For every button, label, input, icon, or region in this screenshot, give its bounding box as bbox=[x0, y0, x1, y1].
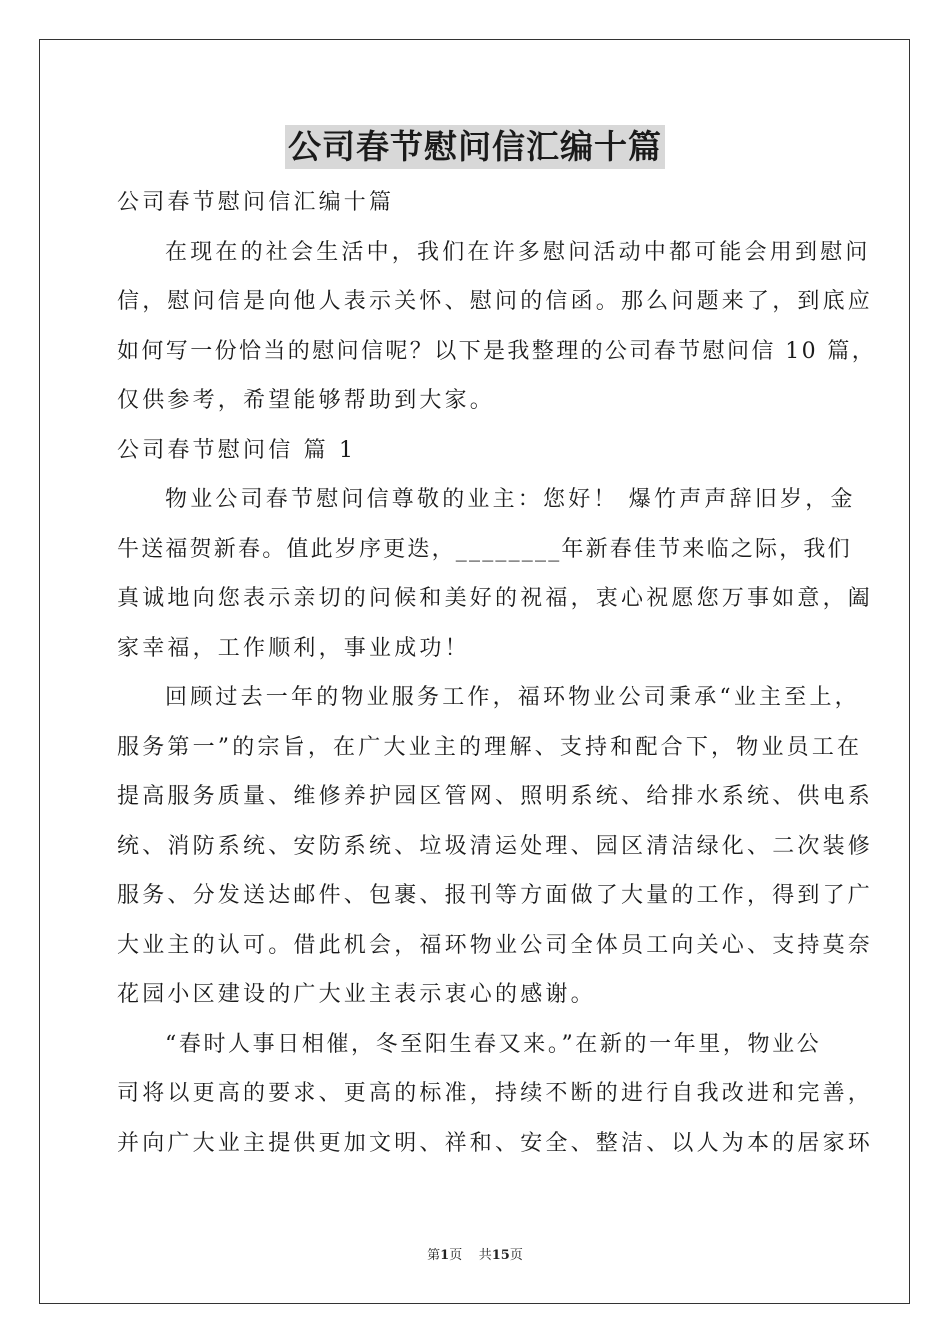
total-pages: 15 bbox=[491, 1248, 510, 1263]
paragraph-line: 仅供参考，希望能够帮助到大家。 bbox=[117, 388, 496, 413]
paragraph-line: 并向广大业主提供更加文明、祥和、安全、整洁、以人为本的居家环 bbox=[117, 1130, 874, 1156]
section-heading: 公司春节慰问信 篇 1 bbox=[117, 437, 357, 463]
page-suffix: 页 bbox=[449, 1248, 463, 1263]
paragraph-line: 提高服务质量、维修养护园区管网、照明系统、给排水系统、供电系 bbox=[117, 784, 874, 809]
paragraph-line: 回顾过去一年的物业服务工作，福环物业公司秉承“业主至上， bbox=[165, 685, 860, 710]
paragraph-line: 司将以更高的要求、更高的标准，持续不断的进行自我改进和完善， bbox=[117, 1081, 874, 1106]
page-footer bbox=[0, 1244, 950, 1263]
total-prefix: 共 bbox=[478, 1248, 492, 1263]
paragraph-line: 牛送福贺新春。值此岁序更迭，________年新春佳节来临之际，我们 bbox=[117, 536, 852, 562]
paragraph-line: 在现在的社会生活中，我们在许多慰问活动中都可能会用到慰问 bbox=[165, 239, 871, 265]
paragraph-line: 统、消防系统、安防系统、垃圾清运处理、园区清洁绿化、二次装修 bbox=[117, 833, 874, 859]
title-container bbox=[0, 125, 950, 169]
paragraph-line: “春时人事日相催，冬至阳生春又来。”在新的一年里，物业公 bbox=[165, 1031, 822, 1057]
total-suffix: 页 bbox=[509, 1248, 523, 1263]
paragraph-line: 家幸福，工作顺利，事业成功！ bbox=[117, 635, 470, 661]
paragraph-line: 真诚地向您表示亲切的问候和美好的祝福，衷心祝愿您万事如意，阖 bbox=[117, 586, 874, 611]
paragraph-line: 服务第一”的宗旨，在广大业主的理解、支持和配合下，物业员工在 bbox=[117, 734, 863, 760]
paragraph-line: 服务、分发送达邮件、包裹、报刊等方面做了大量的工作，得到了广 bbox=[117, 883, 874, 908]
paragraph-line: 信，慰问信是向他人表示关怀、慰问的信函。那么问题来了，到底应 bbox=[117, 289, 874, 314]
page-prefix: 第 bbox=[427, 1248, 441, 1263]
paragraph-line: 物业公司春节慰问信尊敬的业主：您好！ 爆竹声声辞旧岁，金 bbox=[165, 487, 856, 512]
subtitle-line: 公司春节慰问信汇编十篇 bbox=[117, 190, 395, 215]
page-number: 1 bbox=[440, 1248, 450, 1263]
paragraph-line: 如何写一份恰当的慰问信呢？以下是我整理的公司春节慰问信 10 篇， bbox=[117, 338, 877, 364]
paragraph-line: 花园小区建设的广大业主表示衷心的感谢。 bbox=[117, 982, 596, 1007]
document-title: 公司春节慰问信汇编十篇 bbox=[285, 125, 665, 169]
paragraph-line: 大业主的认可。借此机会，福环物业公司全体员工向关心、支持莫奈 bbox=[117, 932, 874, 958]
document-body bbox=[117, 178, 877, 1168]
